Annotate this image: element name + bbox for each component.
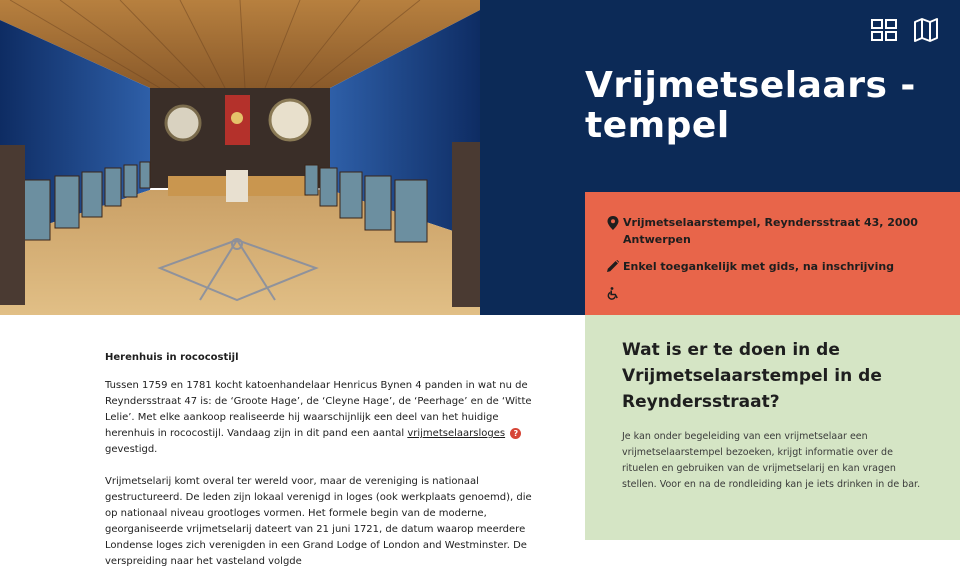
pencil-icon (607, 260, 621, 272)
address-row (607, 214, 940, 248)
help-icon[interactable]: ? (510, 428, 521, 439)
hero-photo (0, 0, 480, 315)
activities-text: Je kan onder begeleiding van een vrijmetselaar een vrijmetselaarstempel bezoeken, krijgt informatie over de rituelen en gebruiken van de vrijmetselarij en kan vragen stellen. Voor en na de rondleiding kan je iets drinken in de bar. (622, 431, 921, 490)
accessibility-row (607, 285, 940, 300)
page-title: Vrijmetselaars - tempel (585, 65, 916, 146)
view-toggle-group (870, 16, 940, 44)
article-paragraph-2: Vrijmetselarij komt overal ter wereld voor, maar de vereniging is nationaal gestructureerd. De leden zijn lokaal verenigd in loges (ook werkplaats genoemd), die op nationaal niveau grootloges vormen. Het formele begin van de moderne, georganiseerde vrijmetselarij dateert van 21 juni 1721, de datum waarop meerdere Londense loges zich verenigden in een Grand Lodge of London and Westminster. De verspreiding naar het vasteland volgde (105, 476, 532, 567)
access-row (607, 258, 940, 275)
paragraph-text: Tussen 1759 en 1781 kocht katoenhandelaar Henricus Bynen 4 panden in wat nu de Reyndersstraat 47 is: de ‘Groote Hage’, de ‘Cleyne Hage’, de ‘Peerhage’ en de ‘Witte Lelie’. Met elke aankoop realiseerde hij waarschijnlijk een deel van het huidige herenhuis in rococostijl. Vandaag zijn in dit pand een aantal (105, 380, 532, 439)
article-body (105, 350, 535, 586)
activities-heading: Wat is er te doen in de Vrijmetselaarstempel in de Reyndersstraat? (622, 340, 882, 412)
activities-panel (585, 315, 960, 540)
paragraph-text-end: gevestigd. (105, 444, 158, 455)
grid-view-icon[interactable] (870, 16, 898, 44)
wheelchair-icon (607, 287, 621, 300)
access-text: Enkel toegankelijk met gids, na inschrijving (623, 260, 895, 273)
lodges-link[interactable]: vrijmetselaarsloges (407, 428, 506, 439)
article-heading: Herenhuis in rococostijl (105, 352, 239, 363)
address-text: Vrijmetselaarstempel, Reyndersstraat 43, 2000 Antwerpen (623, 216, 918, 246)
practical-info-box (585, 192, 960, 315)
location-pin-icon (607, 216, 621, 230)
map-icon[interactable] (912, 16, 940, 44)
article-paragraph (105, 378, 535, 458)
